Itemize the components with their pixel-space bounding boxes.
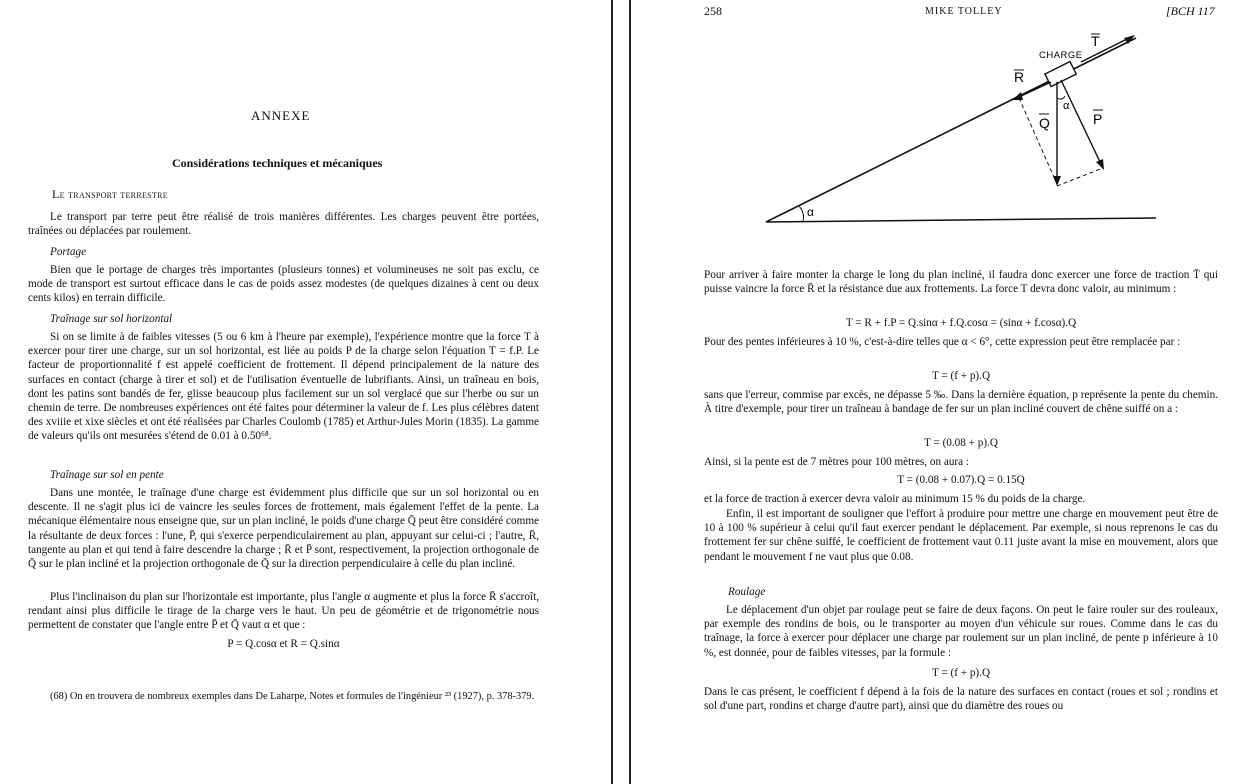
charge-label: CHARGE [1039, 50, 1083, 61]
equation-3: T = (0.08 + p).Q [924, 437, 998, 449]
paragraph-7: Le déplacement d'un objet par roulage peut se faire de deux façons. On peut le faire rouler sur des rouleaux, par exemple des rondins de bois, ou le transporter au moyen d'un véhicule sur roues. Comme dans le cas du traînage, la force à exercer pour déplacer une charge par roulement sur un plan incliné, de pente p inférieure à 10 %, est donnée, pour de faibles vitesses, par la formule : [704, 604, 1218, 659]
paragraph-5: et la force de traction à exercer devra valoir au minimum 15 % du poids de la charge. [704, 493, 1086, 505]
r-label: R [1014, 69, 1025, 85]
t-vector [1081, 38, 1129, 62]
dashed-line-bottom [1057, 168, 1103, 186]
top-angle-arc [1057, 96, 1065, 99]
pente-paragraph-2: Plus l'inclinaison du plan sur l'horizontale est importante, plus l'angle α augmente et plus la force R̄ s'accroît, rendant ainsi plus difficile le tirage de la charge vers le haut. Un peu de géométrie et de trigonométrie nous permettent de constater que l'angle entre P̄ et Q̄ vaut α et que : [28, 591, 539, 632]
paragraph-8: Dans le cas présent, le coefficient f dépend à la fois de la nature des surfaces en contact (roues et sol ; rondins et sol d'une part, rondins et charge d'autre part), ainsi que du diamètre des roues ou [704, 686, 1218, 713]
r-arrowhead [1012, 92, 1023, 100]
base-angle-arc [799, 206, 804, 221]
section-title: Considérations techniques et mécaniques [172, 156, 383, 170]
t-label: T [1091, 33, 1100, 49]
horizontal-line [766, 218, 1156, 222]
paragraph-2: Pour des pentes inférieures à 10 %, c'est-à-dire telles que α < 6°, cette expression peut être remplacée par : [704, 336, 1181, 348]
horizontal-heading: Traînage sur sol horizontal [50, 313, 173, 325]
equation-1: T = R + f.P = Q.sinα + f.Q.cosα = (sinα + f.cosα).Q [845, 317, 1077, 329]
running-head: MIKE TOLLEY [925, 6, 1003, 17]
journal-ref: [BCH 117 [1166, 4, 1215, 18]
equation-2: T = (f + p).Q [931, 370, 991, 382]
paragraph-4: Ainsi, si la pente est de 7 mètres pour 100 mètres, on aura : [704, 456, 970, 468]
formula-p-r: P = Q.cosα et R = Q.sinα [227, 638, 340, 650]
paragraph-3: sans que l'erreur, commise par excès, ne dépasse 5 ‰. Dans la dernière équation, p représente la pente du chemin. À titre d'exemple, pour tirer un traîneau à bandage de fer sur un plan incliné couvert de chêne suiffé on a : [704, 389, 1218, 416]
inclined-plane-diagram [751, 20, 1171, 230]
footnote-68: (68) On en trouvera de nombreux exemples dans De Laharpe, Notes et formules de l'ingénieur ²³ (1927), p. 378-379. [50, 691, 535, 702]
subsection-heading: Le transport terrestre [52, 187, 168, 201]
right-page [631, 0, 1240, 784]
pente-heading: Traînage sur sol en pente [50, 469, 164, 481]
page-divider-left [611, 0, 613, 784]
dashed-line-left [1019, 98, 1057, 184]
intro-paragraph: Le transport par terre peut être réalisé de trois manières différentes. Les charges peuvent être portées, traînées ou déplacées par roulement. [28, 211, 539, 238]
portage-paragraph: Bien que le portage de charges très importantes (plusieurs tonnes) et volumineuses ne soit pas exclu, ce mode de transport est surtout efficace dans le cas de poids assez modestes (de quelques dizaines à cent ou deux cents kilos) en terrain difficile. [28, 264, 539, 305]
paragraph-6: Enfin, il est important de souligner que l'effort à produire pour mettre une charge en mouvement peut être de 10 à 100 % supérieur à celui qu'il faut exercer pendant le déplacement. Par exemple, si nous reprenons le cas du frottement fer sur chêne suiffé, le coefficient de frottement vaut 0.11 juste avant la mise en mouvement, alors que pendant le mouvement f ne vaut plus que 0.08. [704, 508, 1218, 563]
equation-4: T = (0.08 + 0.07).Q = 0.15Q [897, 474, 1025, 486]
horizontal-paragraph: Si on se limite à de faibles vitesses (5 ou 6 km à l'heure par exemple), l'expérience montre que la force T à exercer pour tirer une charge, sur un sol horizontal, est liée au poids P de la charge selon l'équation T = f.P. Le facteur de proportionnalité f est appelé coefficient de frottement. Il dépend principalement de la nature des surfaces en contact (charge à tirer et sol) et de l'utilisation éventuelle de lubrifiants. Ainsi, un traîneau en bois, dont les patins sont bandés de fer, glisse beaucoup plus facilement sur un sol verglacé que sur l'herbe ou sur un chemin de terre. De nombreuses expériences ont été faites pour déterminer la valeur de f. Les plus célèbres datent des xviiie et xixe siècles et ont été réalisées par Charles Coulomb (1785) et Arthur-Jules Morin (1835). La gamme de valeurs qu'ils ont mesurées s'étend de 0.01 à 0.50⁶⁸. [28, 331, 539, 443]
paragraph-1: Pour arriver à faire monter la charge le long du plan incliné, il faudra donc exercer une force de traction T̄ qui puisse vaincre la force R̄ et la résistance due aux frottements. La force T devra donc valoir, au minimum : [704, 269, 1218, 296]
annexe-title: ANNEXE [251, 108, 311, 123]
portage-heading: Portage [50, 246, 87, 258]
base-alpha-label: α [807, 205, 814, 219]
p-label: P [1093, 111, 1103, 127]
pente-paragraph: Dans une montée, le traînage d'une charge est évidemment plus difficile que sur un sol horizontal ou en descente. Il ne s'agit plus ici de vaincre les seules forces de frottement, mais également l'effet de la pente. La mécanique élémentaire nous enseigne que, sur un plan incliné, le poids d'une charge Q̄ peut être considéré comme la résultante de deux forces : l'une, P̄, qui s'exerce perpendiculairement au plan, appuyant sur celui-ci ; l'autre, R̄, tangente au plan et qui tend à faire descendre la charge ; R̄ et P̄ sont, respectivement, la projection orthogonale de Q̄ sur le plan incliné et la projection orthogonale de Q̄ sur la direction perpendiculaire à celle du plan incliné. [28, 487, 539, 571]
inclined-plane-line [766, 38, 1136, 222]
q-label: Q [1039, 115, 1050, 131]
top-alpha-label: α [1063, 100, 1070, 112]
equation-5: T = (f + p).Q [931, 667, 991, 679]
page-number: 258 [704, 4, 722, 18]
left-page [0, 0, 612, 784]
roulage-heading: Roulage [728, 586, 766, 598]
